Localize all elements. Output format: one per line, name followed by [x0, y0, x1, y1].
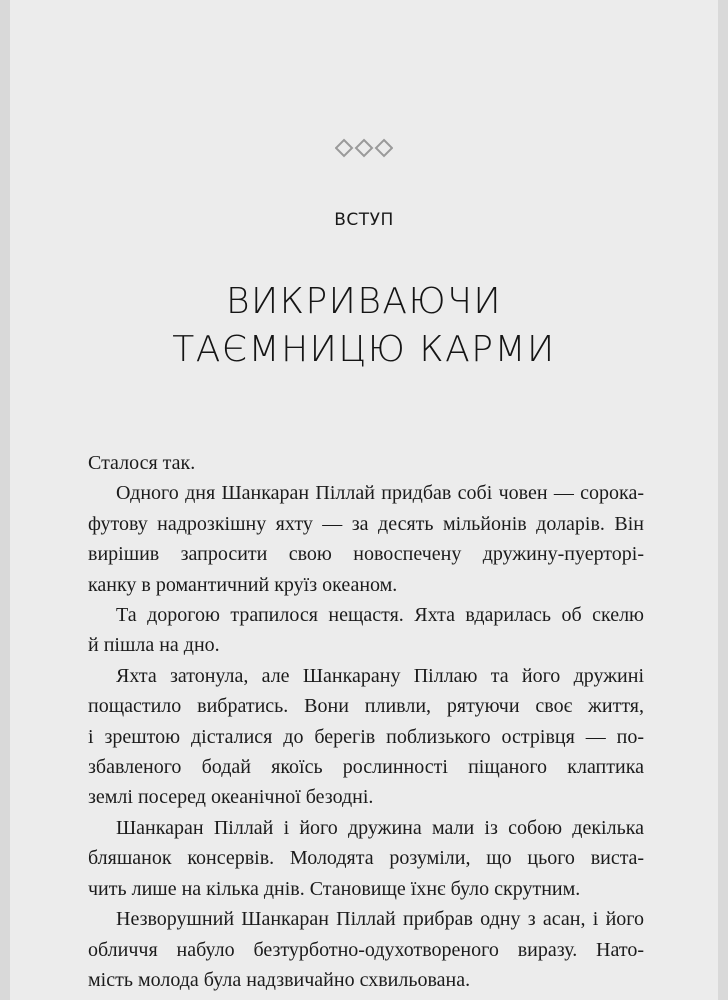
paragraph-3	[88, 600, 644, 661]
paragraph-6	[88, 904, 644, 995]
text-line: Одного дня Шанкаран Піллай придбав собі човен — сорока-	[116, 482, 644, 505]
chapter-title-line-1: ВИКРИВАЮЧИ	[225, 281, 503, 322]
three-diamonds-icon	[335, 138, 393, 158]
text-line: Незворушний Шанкаран Піллай прибрав одну з асан, і його	[116, 908, 644, 931]
text-line: Та дорогою трапилося нещастя. Яхта вдарилась об скелю	[116, 604, 644, 627]
text-line: мість молода була надзвичайно схвильована.	[88, 968, 471, 991]
text-line: збавленого бодай якоїсь рослинності піщаного клаптика	[88, 756, 644, 779]
text-line: футову надрозкішну яхту — за десять мільйонів доларів. Він	[88, 512, 644, 535]
paragraph-2	[88, 478, 644, 600]
text-line: бляшанок консервів. Молодята розуміли, що цього вистa-	[88, 847, 644, 870]
text-line: Сталося так.	[88, 452, 196, 474]
chapter-title	[10, 278, 718, 374]
chapter-label: ВСТУП	[334, 210, 394, 230]
book-page	[10, 0, 718, 1000]
text-line: канку в романтичний круїз океаном.	[88, 573, 398, 596]
text-line: Яхта затонула, але Шанкарану Піллаю та його дружині	[116, 664, 644, 687]
text-line: чить лише на кілька днів. Становище їхнє було скрутним.	[88, 877, 581, 900]
text-line: і зрештою дісталися до берегів поблизького острівця — по-	[88, 725, 644, 748]
text-line: Шанкаран Піллай і його дружина мали із собою декілька	[116, 816, 644, 839]
paragraph-4	[88, 661, 644, 813]
paragraph-1	[88, 448, 644, 478]
ornament-diamonds-icon	[10, 138, 718, 162]
text-line: пощастило вибратись. Вони пливли, рятуючи своє життя,	[88, 695, 644, 718]
text-line: вирішив запросити свою новоспечену дружину-пуерторі-	[88, 543, 644, 566]
paragraph-5	[88, 813, 644, 904]
text-line: землі посеред океанічної безодні.	[88, 786, 374, 809]
text-line: й пішла на дно.	[88, 634, 220, 657]
chapter-title-line-2: ТАЄМНИЦЮ КАРМИ	[172, 329, 556, 370]
text-line: обличчя набуло безтурботно-одухотвореного виразу. Нато-	[88, 938, 644, 961]
body-text	[88, 448, 644, 995]
